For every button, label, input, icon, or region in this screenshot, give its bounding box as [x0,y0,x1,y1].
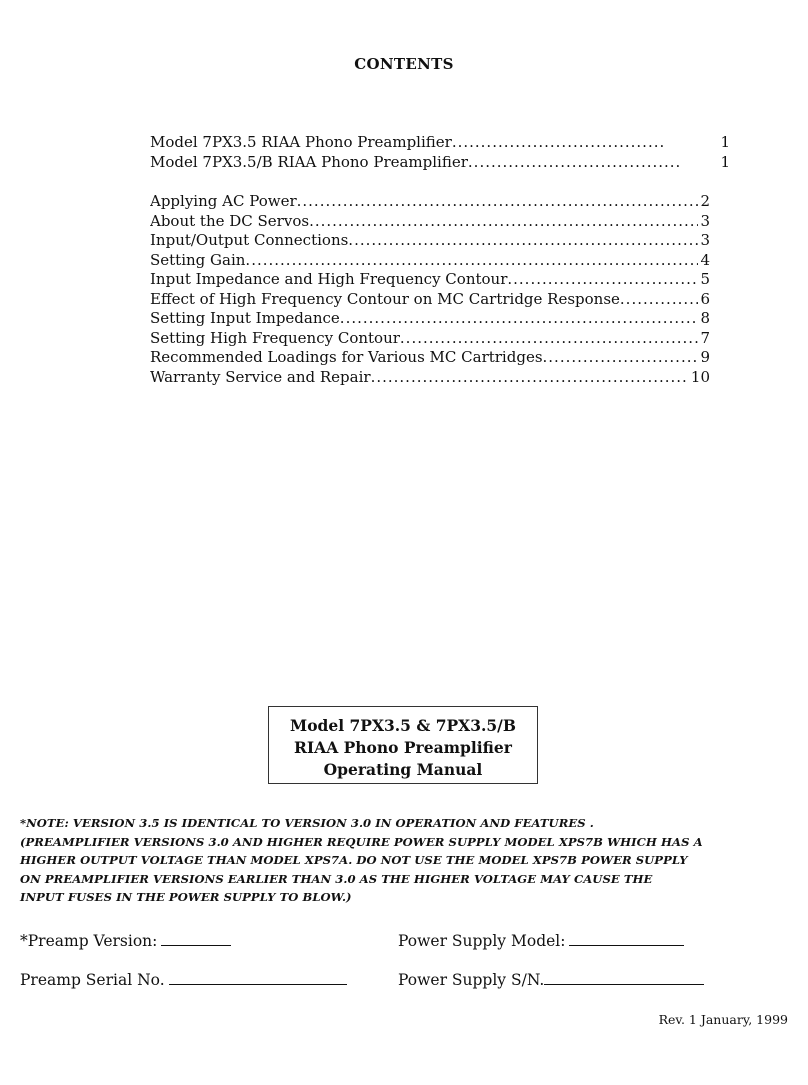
preamp-version-label: *Preamp Version: [20,932,158,950]
toc-entry-page: 3 [700,231,710,249]
manual-title-box [268,706,538,784]
toc-entry[interactable] [150,329,710,349]
toc-entry-page: 1 [720,152,730,171]
toc-entry[interactable] [150,251,710,271]
toc-entry-label: Model 7PX3.5 RIAA Phono Preamplifier [150,133,452,151]
toc-entry[interactable] [150,290,710,310]
note-line: ON PREAMPLIFIER VERSIONS EARLIER THAN 3.0 AS THE HIGHER VOLTAGE MAY CAUSE THE [20,871,653,886]
toc-leader [245,251,698,271]
toc-entry[interactable] [150,192,710,212]
preamp-serial-blank[interactable] [169,969,347,985]
toc-entry[interactable] [150,368,710,388]
toc-entry[interactable] [150,231,710,251]
toc-entry-label: Input/Output Connections [150,231,349,249]
toc-leader [297,192,699,212]
toc-entry[interactable] [150,133,730,153]
note-line: INPUT FUSES IN THE POWER SUPPLY TO BLOW.) [20,890,352,904]
revision-date: Rev. 1 January, 1999 [658,1012,788,1027]
toc-entry[interactable] [150,212,710,232]
preamp-version-field [20,930,231,950]
preamp-version-blank[interactable] [161,930,231,946]
toc-leader [468,153,680,173]
toc-entry-page: 6 [700,289,710,308]
manual-title-line2: RIAA Phono Preamplifier [294,738,512,757]
toc-leader [543,348,699,368]
toc-entry-label: Model 7PX3.5/B RIAA Phono Preamplifier [150,152,468,171]
toc-entry-label: Input Impedance and High Frequency Contour [150,270,508,288]
toc-leader [340,309,699,329]
toc-entry-page: 5 [700,270,710,288]
toc-entry[interactable] [150,270,710,290]
toc-leader [348,231,698,251]
power-supply-sn-blank[interactable] [544,969,704,985]
toc-entry-page: 1 [720,133,730,151]
toc-entry-page: 10 [690,367,710,386]
power-supply-model-blank[interactable] [569,930,684,946]
toc-entry-page: 2 [700,192,710,210]
manual-title-line1: Model 7PX3.5 & 7PX3.5/B [290,716,516,735]
preamp-serial-field [20,969,347,989]
toc-leader [400,329,699,349]
version-note [20,814,795,907]
manual-title-line3: Operating Manual [323,760,483,779]
toc-entry-page: 9 [700,348,710,366]
power-supply-model-field [398,930,684,950]
toc-sections [150,192,710,387]
toc-leader [309,212,698,232]
power-supply-sn-label: Power Supply S/N. [398,971,545,989]
toc-entry-label: Effect of High Frequency Contour on MC Cartridge Response [150,289,620,308]
toc-leader [620,290,699,310]
toc-entry-label: Recommended Loadings for Various MC Cartridges [150,348,543,366]
toc-entry-page: 4 [700,250,710,269]
toc-entry-label: Setting Input Impedance [150,309,340,327]
toc-entry-label: Setting High Frequency Contour [150,328,400,347]
toc-entry-label: Applying AC Power [150,192,297,210]
toc-entry-page: 8 [700,309,710,327]
toc-leader [452,133,664,153]
toc-models [150,133,730,172]
toc-leader [371,368,689,388]
toc-entry[interactable] [150,348,710,368]
toc-entry-label: About the DC Servos [150,211,310,230]
power-supply-model-label: Power Supply Model: [398,932,566,950]
note-line: (PREAMPLIFIER VERSIONS 3.0 AND HIGHER REQUIRE POWER SUPPLY MODEL XPS7B WHICH HAS A [20,834,703,849]
toc-entry[interactable] [150,309,710,329]
toc-entry-page: 3 [700,211,710,230]
toc-entry-label: Warranty Service and Repair [150,367,371,386]
toc-entry-page: 7 [700,328,710,347]
note-line: HIGHER OUTPUT VOLTAGE THAN MODEL XPS7A. DO NOT USE THE MODEL XPS7B POWER SUPPLY [20,853,688,867]
page-title: CONTENTS [354,55,454,73]
preamp-serial-label: Preamp Serial No. [20,971,165,989]
power-supply-sn-field [398,969,704,989]
toc-entry[interactable] [150,153,730,173]
note-line: *NOTE: VERSION 3.5 IS IDENTICAL TO VERSION 3.0 IN OPERATION AND FEATURES . [20,816,594,830]
toc-entry-label: Setting Gain [150,250,246,269]
toc-leader [507,270,698,290]
